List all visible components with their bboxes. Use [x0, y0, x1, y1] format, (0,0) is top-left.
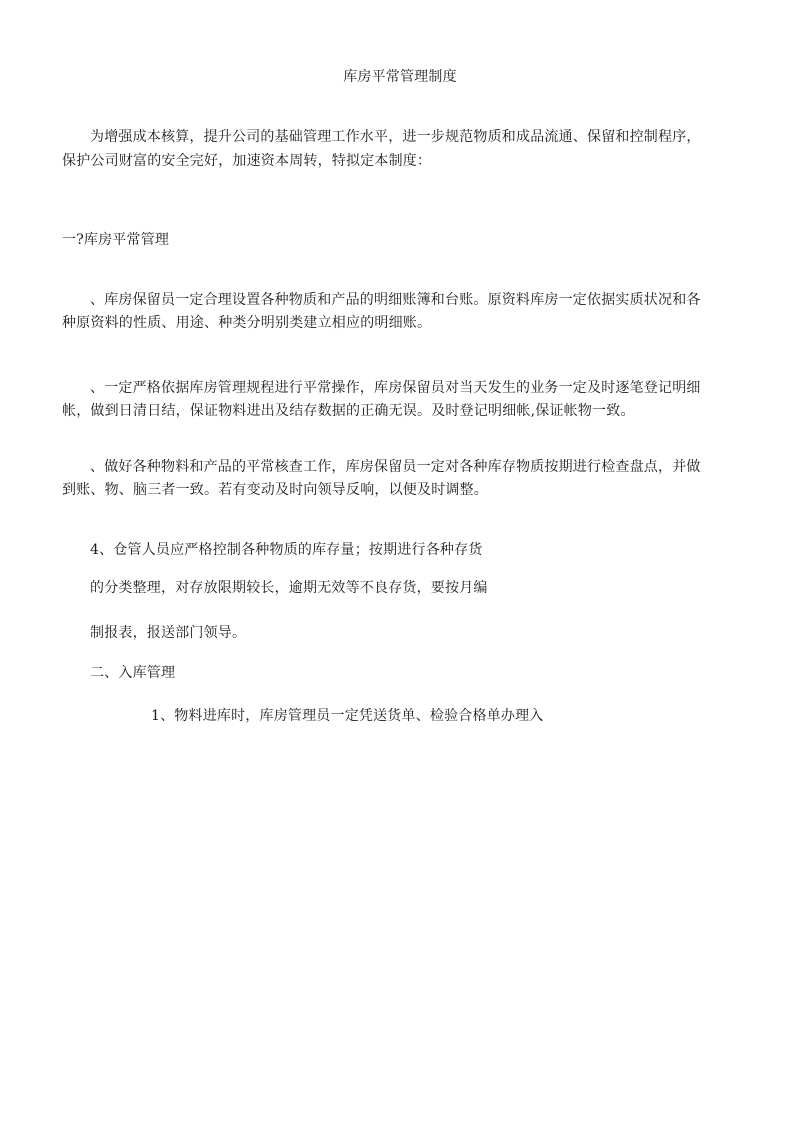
item1-line-1: 、库房保留员一定合理设置各种物质和产品的明细账簿和台账。原资料库房一定依据实质状况和各: [90, 292, 701, 308]
intro-line-2: 保护公司财富的安全完好，加速资本周转，特拟定本制度：: [62, 153, 432, 169]
item4-line-2: 的分类整理，对存放限期较长，逾期无效等不良存货，要按月编: [90, 580, 488, 596]
intro-line-1: 为增强成本核算，提升公司的基础管理工作水平，进一步规范物质和成品流通、保留和控制程序，: [90, 129, 701, 145]
item4-line-1: 4、仓管人员应严格控制各种物质的库存量；按期进行各种存货: [90, 542, 483, 558]
item2-line-1: 、一定严格依据库房管理规程进行平常操作，库房保留员对当天发生的业务一定及时逐笔登记明细: [90, 380, 701, 396]
section2-item1-line-1: 1、物料进库时，库房管理员一定凭送货单、检验合格单办理入: [151, 708, 544, 724]
item2-line-2: 帐，做到日清日结，保证物料进出及结存数据的正确无误。及时登记明细帐,保证帐物一致。: [62, 403, 635, 419]
page-title: 库房平常管理制度: [343, 69, 457, 85]
item4-line-3: 制报表，报送部门领导。: [90, 625, 247, 641]
item1-line-2: 种原资料的性质、用途、种类分明别类建立相应的明细账。: [62, 315, 432, 331]
item3-line-1: 、做好各种物料和产品的平常核查工作，库房保留员一定对各种库存物质按期进行检查盘点，并做: [90, 459, 701, 475]
item3-line-2: 到账、物、脑三者一致。若有变动及时向领导反响，以便及时调整。: [62, 482, 488, 498]
section2-heading: 二、入库管理: [90, 665, 176, 681]
section1-heading: 一?库房平常管理: [62, 232, 170, 248]
